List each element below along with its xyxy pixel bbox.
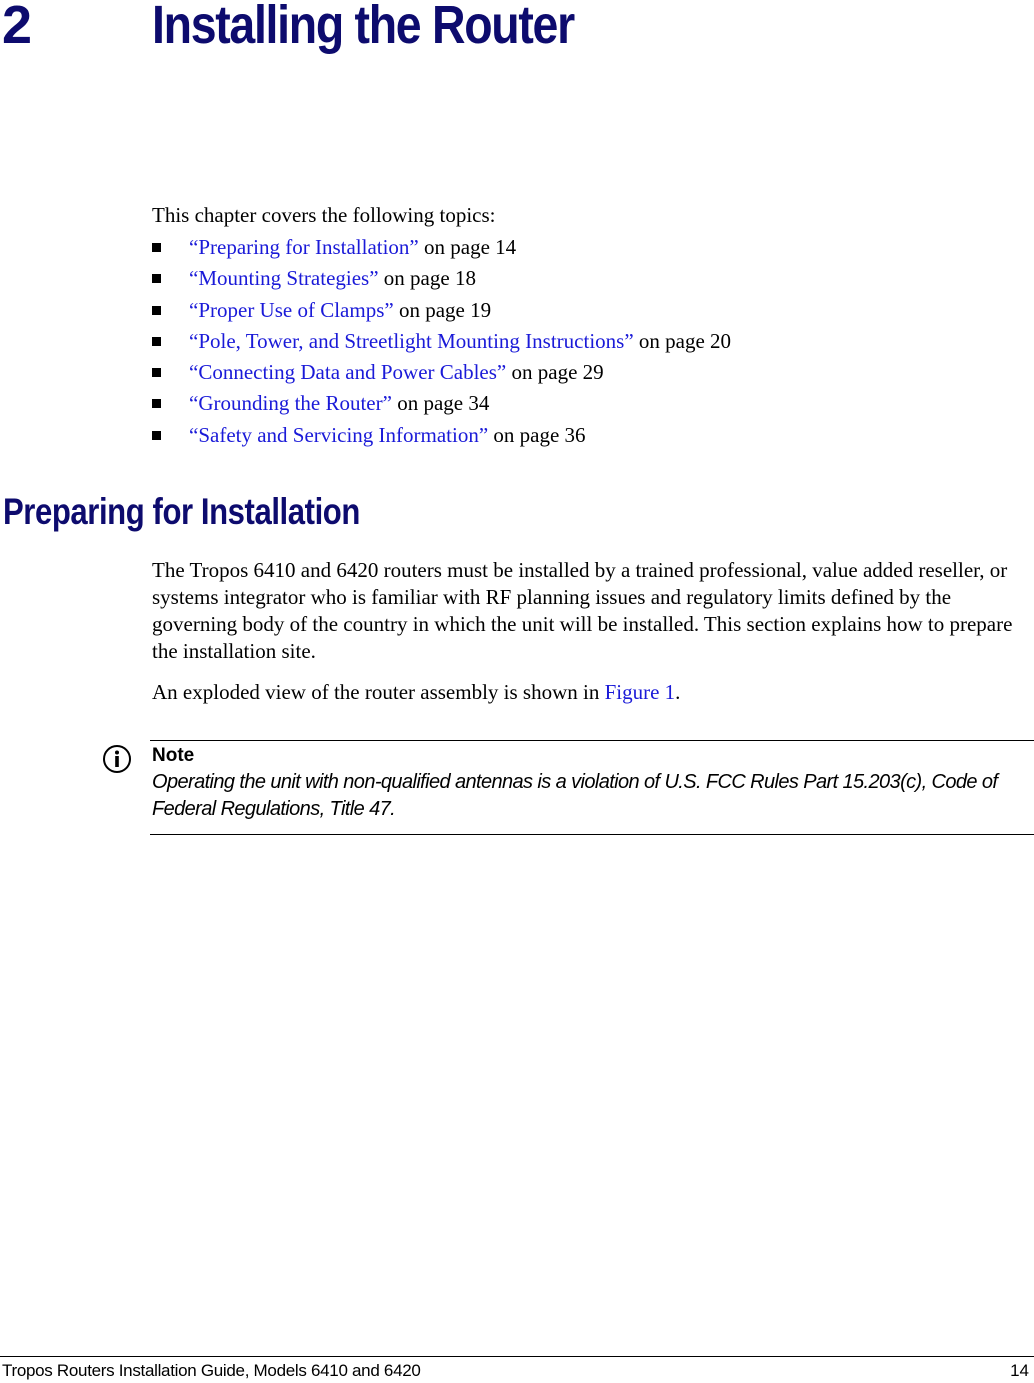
- note-text: Operating the unit with non-qualified antennas is a violation of U.S. FCC Rules Part 15.203(c), Code of Federal Regulations, Title 47.: [152, 771, 998, 820]
- paragraph-text: An exploded view of the router assembly is shown in: [152, 680, 605, 704]
- topic-list: [152, 235, 731, 454]
- chapter-number: 2: [2, 0, 32, 55]
- page-ref: on page 34: [391, 391, 490, 416]
- list-item: [152, 360, 731, 391]
- bullet-icon: [152, 368, 161, 377]
- info-icon: [102, 744, 132, 774]
- figure-link[interactable]: Figure 1: [604, 680, 676, 704]
- footer-divider: [0, 1356, 1034, 1357]
- topic-link[interactable]: “Pole, Tower, and Streetlight Mounting Instructions”: [189, 328, 634, 353]
- topic-link[interactable]: “Proper Use of Clamps”: [189, 297, 394, 322]
- note-divider-bottom: [150, 834, 1034, 835]
- list-item: [152, 266, 731, 297]
- page-ref: on page 29: [506, 360, 604, 385]
- note-label: Note: [152, 745, 195, 766]
- list-item: [152, 235, 731, 266]
- page-ref: on page 36: [488, 422, 586, 447]
- topic-link[interactable]: “Grounding the Router”: [189, 391, 392, 416]
- topic-link[interactable]: “Preparing for Installation”: [189, 235, 419, 259]
- bullet-icon: [152, 431, 161, 440]
- list-item: [152, 391, 731, 422]
- bullet-icon: [152, 243, 161, 252]
- page-ref: on page 19: [393, 297, 492, 322]
- list-item: [152, 298, 731, 329]
- section-title: Preparing for Installation: [3, 491, 360, 532]
- figure-reference-paragraph: [152, 680, 680, 704]
- bullet-icon: [152, 399, 161, 408]
- topic-link[interactable]: “Safety and Servicing Information”: [189, 422, 489, 447]
- list-item: [152, 329, 731, 360]
- intro-text: This chapter covers the following topics:: [152, 203, 496, 227]
- body-paragraph: The Tropos 6410 and 6420 routers must be installed by a trained professional, value added reseller, or systems integrator who is familiar with RF planning issues and regulatory limits defined by the governing body of the country in which the unit will be installed. This section explains how to prepare the installation site.: [152, 558, 1013, 663]
- bullet-icon: [152, 306, 161, 315]
- bullet-icon: [152, 274, 161, 283]
- page-ref: on page 18: [378, 266, 476, 291]
- page-number: 14: [1010, 1361, 1029, 1380]
- chapter-title: Installing the Router: [152, 0, 574, 55]
- page-ref: on page 20: [633, 328, 732, 353]
- bullet-icon: [152, 337, 161, 346]
- note-divider-top: [150, 740, 1034, 741]
- paragraph-end: .: [675, 680, 681, 704]
- topic-link[interactable]: “Connecting Data and Power Cables”: [189, 360, 507, 385]
- topic-link[interactable]: “Mounting Strategies”: [189, 266, 379, 291]
- footer-title: Tropos Routers Installation Guide, Models 6410 and 6420: [2, 1361, 421, 1380]
- list-item: [152, 423, 731, 454]
- page-ref: on page 14: [418, 235, 517, 259]
